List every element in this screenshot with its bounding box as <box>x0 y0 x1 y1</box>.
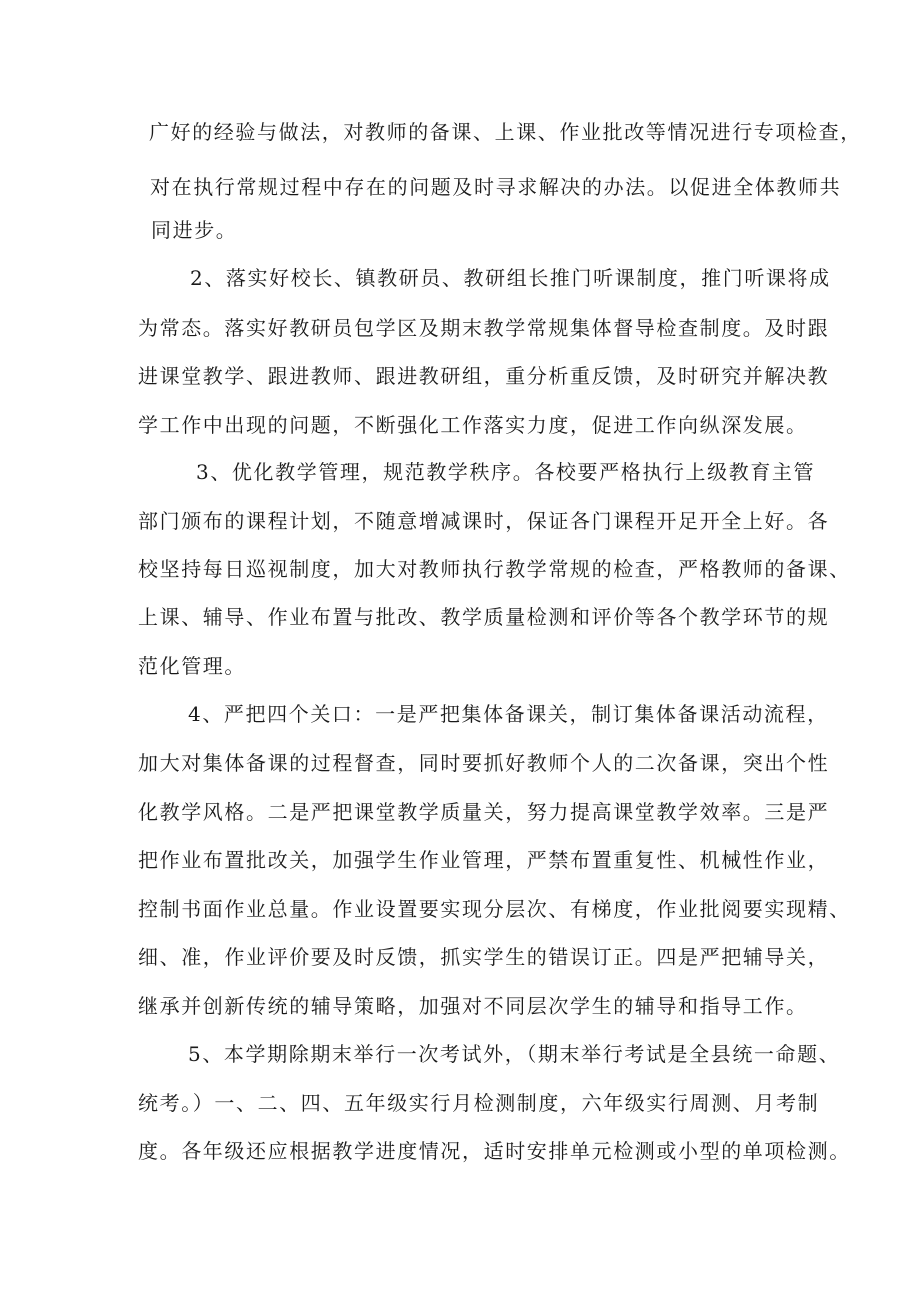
text-line: 进课堂教学、跟进教师、跟进教研组，重分析重反馈，及时研究并解决教 <box>138 364 830 388</box>
text-line: 为常态。落实好教研员包学区及期末教学常规集体督导检查制度。及时跟 <box>138 316 830 340</box>
text-line: 加大对集体备课的过程督查，同时要抓好教师个人的二次备课，突出个性 <box>138 751 830 775</box>
text-line: 校坚持每日巡视制度，加大对教师执行教学常规的检查，严格教师的备课、 <box>138 557 851 581</box>
text-line: 化教学风格。二是严把课堂教学质量关，努力提高课堂教学效率。三是严 <box>138 800 830 824</box>
text-line: 控制书面作业总量。作业设置要实现分层次、有梯度，作业批阅要实现精、 <box>138 897 851 921</box>
text-line: 学工作中出现的问题，不断强化工作落实力度，促进工作向纵深发展。 <box>138 413 808 437</box>
text-line: 对在执行常规过程中存在的问题及时寻求解决的办法。以促进全体教师共 <box>150 175 842 199</box>
text-line: 上课、辅导、作业布置与批改、教学质量检测和评价等各个教学环节的规 <box>138 605 830 629</box>
text-line: 统考。）一、二、四、五年级实行月检测制度，六年级实行周测、月考制 <box>138 1091 820 1115</box>
text-line: 5、本学期除期末举行一次考试外，（期末举行考试是全县统一命题、 <box>188 1042 841 1066</box>
text-line: 范化管理。 <box>138 654 246 678</box>
text-line: 2、落实好校长、镇教研员、教研组长推门听课制度，推门听课将成 <box>190 266 831 290</box>
text-line: 度。各年级还应根据教学进度情况，适时安排单元检测或小型的单项检测。 <box>138 1139 851 1163</box>
text-line: 继承并创新传统的辅导策略，加强对不同层次学生的辅导和指导工作。 <box>138 994 808 1018</box>
text-line: 同进步。 <box>151 218 238 242</box>
text-line: 广好的经验与做法，对教师的备课、上课、作业批改等情况进行专项检查， <box>149 120 862 144</box>
text-line: 部门颁布的课程计划，不随意增减课时，保证各门课程开足开全上好。各 <box>138 509 830 533</box>
text-line: 细、准，作业评价要及时反馈，抓实学生的错误订正。四是严把辅导关， <box>138 945 830 969</box>
text-line: 3、优化教学管理，规范教学秩序。各校要严格执行上级教育主管 <box>196 460 816 484</box>
text-line: 把作业布置批改关，加强学生作业管理，严禁布置重复性、机械性作业， <box>138 848 830 872</box>
text-line: 4、严把四个关口：一是严把集体备课关，制订集体备课活动流程， <box>188 702 829 726</box>
